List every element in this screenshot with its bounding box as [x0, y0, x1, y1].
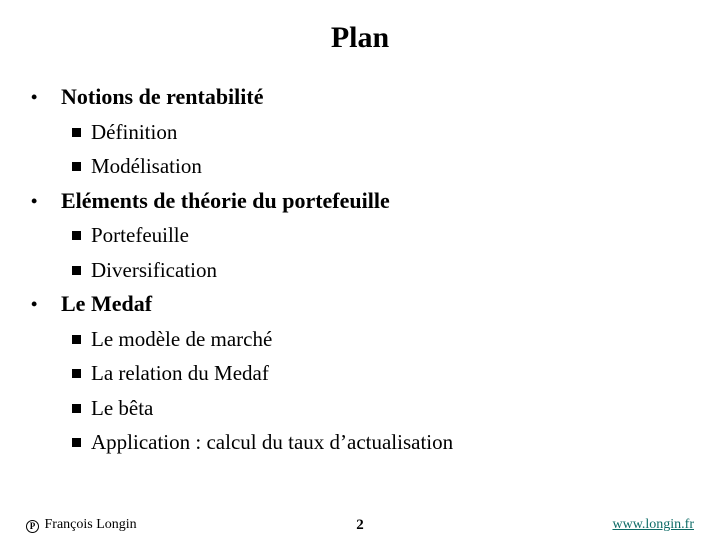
square-bullet-icon	[72, 438, 81, 447]
subitem	[0, 425, 720, 460]
section-heading	[0, 287, 720, 322]
subitem	[0, 356, 720, 391]
square-bullet-icon	[72, 335, 81, 344]
subitem	[0, 322, 720, 357]
outline-section	[0, 80, 720, 184]
subitem-label: Définition	[91, 119, 178, 144]
subitem	[0, 218, 720, 253]
square-bullet-icon	[72, 231, 81, 240]
section-label: Notions de rentabilité	[61, 84, 264, 109]
subitem-list	[0, 115, 720, 184]
section-heading	[0, 184, 720, 219]
square-bullet-icon	[72, 162, 81, 171]
outline-section	[0, 287, 720, 460]
round-bullet-icon: •	[31, 190, 38, 211]
website-link[interactable]: www.longin.fr	[612, 517, 694, 532]
section-label: Le Medaf	[61, 291, 153, 316]
subitem-label: Diversification	[91, 257, 217, 282]
subitem-list	[0, 322, 720, 460]
outline-list	[0, 80, 720, 460]
subitem	[0, 253, 720, 288]
round-bullet-icon: •	[31, 87, 38, 107]
round-bullet-icon: •	[31, 294, 38, 314]
subitem	[0, 391, 720, 426]
square-bullet-icon	[72, 404, 81, 413]
subitem	[0, 115, 720, 150]
outline-section	[0, 184, 720, 288]
square-bullet-icon	[72, 266, 81, 275]
subitem-label: La relation du Medaf	[91, 361, 269, 385]
copyright-icon: P	[26, 520, 39, 533]
author-name: François Longin	[44, 517, 137, 532]
slide-title: Plan	[330, 21, 390, 54]
subitem-list	[0, 218, 720, 287]
subitem-label: Application : calcul du taux d’actualisation	[91, 430, 454, 454]
section-heading	[0, 80, 720, 115]
subitem-label: Modélisation	[91, 154, 202, 178]
subitem	[0, 149, 720, 184]
square-bullet-icon	[72, 369, 81, 378]
footer-author	[26, 515, 137, 535]
section-label: Eléments de théorie du portefeuille	[61, 187, 390, 213]
subitem-label: Le modèle de marché	[91, 326, 273, 351]
square-bullet-icon	[72, 128, 81, 137]
page-number: 2	[356, 517, 364, 533]
subitem-label: Portefeuille	[91, 223, 189, 247]
subitem-label: Le bêta	[91, 395, 154, 420]
